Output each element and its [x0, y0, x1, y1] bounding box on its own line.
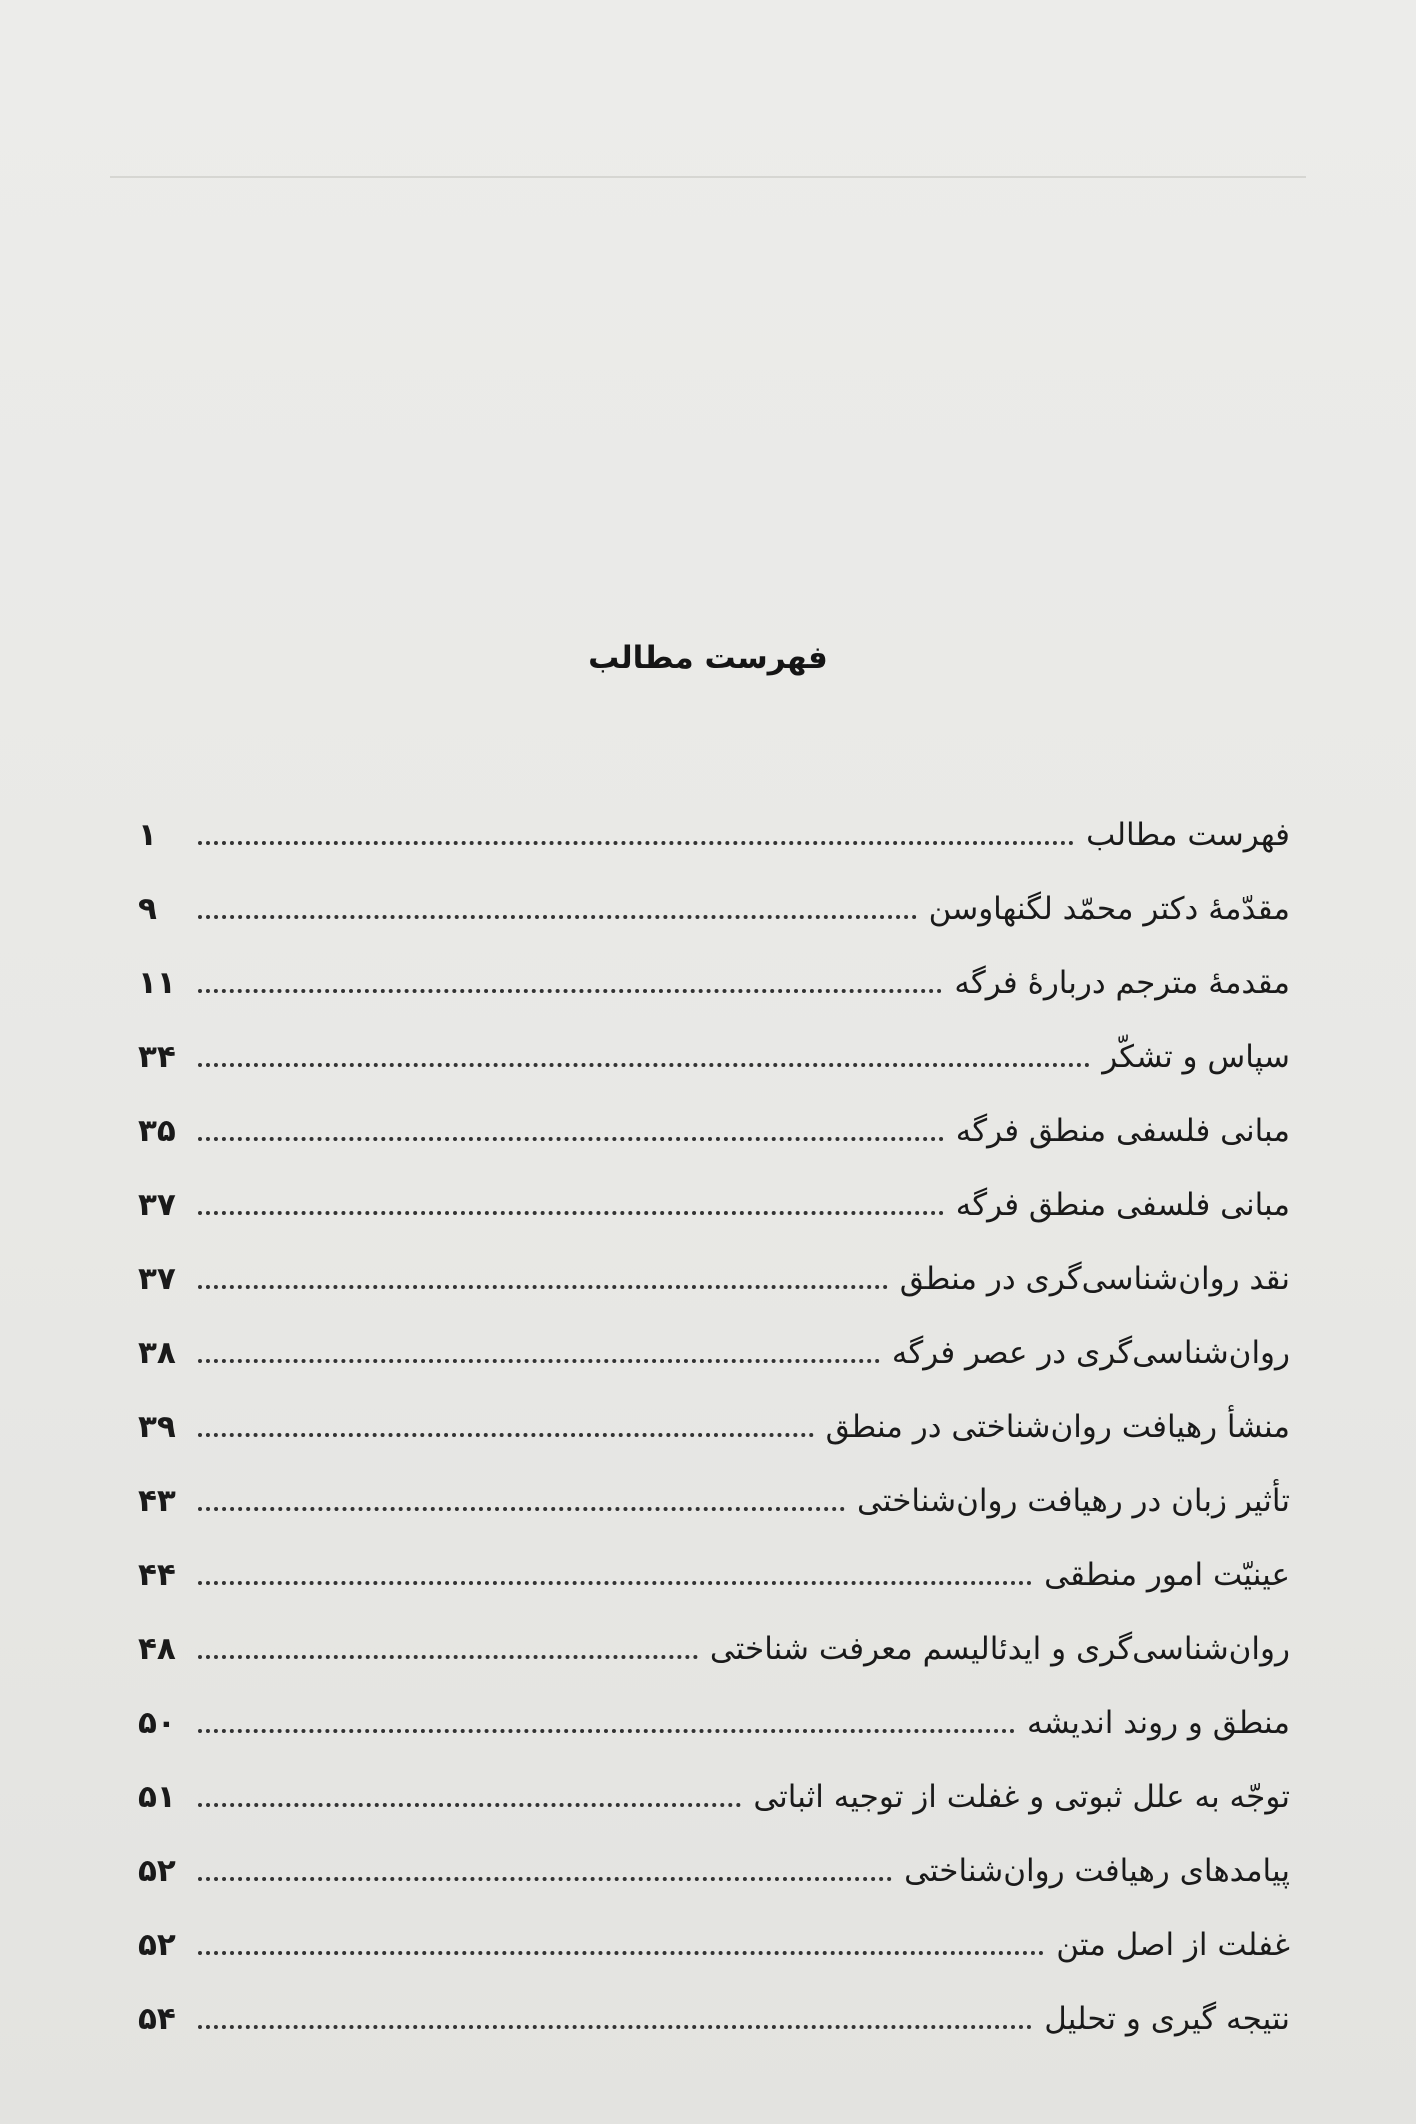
toc-entry	[138, 1086, 1290, 1160]
toc-entry-title: منشأ رهیافت روان‌شناختی در منطق	[825, 1409, 1290, 1445]
toc-page-number: ۵۱	[138, 1779, 176, 1815]
toc-entry	[138, 790, 1290, 864]
dot-leader	[198, 1729, 1015, 1733]
dot-leader	[198, 1359, 880, 1363]
dot-leader	[198, 1063, 1090, 1067]
toc-entry	[138, 1752, 1290, 1826]
toc-entry-title: روان‌شناسی‌گری در عصر فرگه	[891, 1335, 1290, 1371]
toc-entry-title: مقدّمهٔ دکتر محمّد لگنهاوسن	[928, 891, 1290, 927]
dot-leader	[198, 841, 1074, 845]
toc-entry	[138, 1012, 1290, 1086]
toc-page-number: ۴۴	[138, 1557, 176, 1593]
dot-leader	[198, 1951, 1044, 1955]
toc-entry	[138, 1604, 1290, 1678]
dot-leader	[198, 1433, 814, 1437]
dot-leader	[198, 1285, 888, 1289]
toc-page-number: ۳۷	[138, 1187, 176, 1223]
toc-page-number: ۱۱	[138, 965, 176, 1001]
toc-entry-title: عینیّت امور منطقی	[1044, 1557, 1290, 1593]
dot-leader	[198, 1507, 845, 1511]
dot-leader	[198, 1581, 1032, 1585]
toc-page-number: ۵۴	[138, 2001, 176, 2037]
toc-entry-title: نتیجه گیری و تحلیل	[1044, 2001, 1290, 2037]
toc-entry	[138, 1234, 1290, 1308]
toc-entry	[138, 1900, 1290, 1974]
toc-entry	[138, 864, 1290, 938]
toc-entry	[138, 1382, 1290, 1456]
toc-page-number: ۵۲	[138, 1853, 176, 1889]
toc-page-number: ۳۹	[138, 1409, 176, 1445]
toc-page-number: ۵۲	[138, 1927, 176, 1963]
toc-entry-title: فهرست مطالب	[1086, 817, 1290, 853]
toc-entry-title: توجّه به علل ثبوتی و غفلت از توجیه اثباتی	[753, 1779, 1290, 1815]
toc-entry-title: غفلت از اصل متن	[1056, 1927, 1290, 1963]
dot-leader	[198, 915, 917, 919]
toc-page-number: ۱	[138, 817, 157, 853]
toc-entry-title: روان‌شناسی‌گری و ایدئالیسم معرفت شناختی	[709, 1631, 1290, 1667]
toc-entry-title: تأثیر زبان در رهیافت روان‌شناختی	[857, 1483, 1290, 1519]
toc-entry	[138, 938, 1290, 1012]
toc-entry	[138, 1308, 1290, 1382]
dot-leader	[198, 1877, 892, 1881]
dot-leader	[198, 1211, 944, 1215]
toc-entry-title: سپاس و تشکّر	[1102, 1039, 1290, 1075]
toc-page-number: ۵۰	[138, 1705, 176, 1741]
toc-entry	[138, 1974, 1290, 2048]
toc-entry	[138, 1160, 1290, 1234]
toc-page-number: ۹	[138, 891, 157, 927]
toc-page-number: ۳۵	[138, 1113, 176, 1149]
toc-entry	[138, 1678, 1290, 1752]
toc-page-number: ۴۳	[138, 1483, 176, 1519]
toc-entry-title: پیامدهای رهیافت روان‌شناختی	[904, 1853, 1290, 1889]
toc-entry-title: مقدمهٔ مترجم دربارهٔ فرگه	[954, 965, 1290, 1001]
page-title: فهرست مطالب	[588, 640, 828, 676]
toc-page-number: ۳۴	[138, 1039, 176, 1075]
show-through-rule	[110, 176, 1306, 178]
toc-entry-title: مبانی فلسفی منطق فرگه	[955, 1187, 1290, 1223]
toc-entry	[138, 1530, 1290, 1604]
table-of-contents	[138, 790, 1290, 2048]
toc-page-number: ۴۸	[138, 1631, 176, 1667]
toc-entry-title: منطق و روند اندیشه	[1026, 1705, 1290, 1741]
toc-entry-title: مبانی فلسفی منطق فرگه	[955, 1113, 1290, 1149]
toc-page-number: ۳۷	[138, 1261, 176, 1297]
toc-entry-title: نقد روان‌شناسی‌گری در منطق	[899, 1261, 1290, 1297]
dot-leader	[198, 1803, 741, 1807]
toc-entry	[138, 1826, 1290, 1900]
toc-page-number: ۳۸	[138, 1335, 176, 1371]
dot-leader	[198, 2025, 1032, 2029]
toc-entry	[138, 1456, 1290, 1530]
dot-leader	[198, 989, 942, 993]
dot-leader	[198, 1655, 698, 1659]
dot-leader	[198, 1137, 944, 1141]
